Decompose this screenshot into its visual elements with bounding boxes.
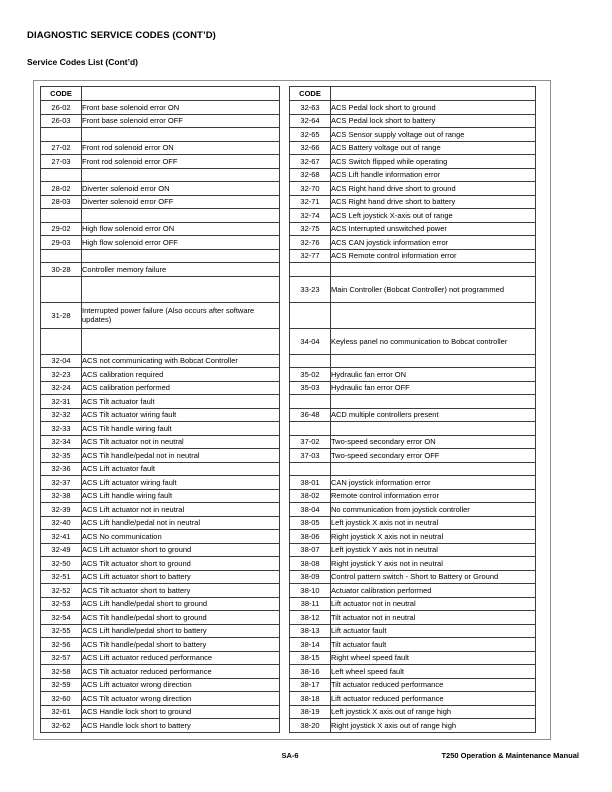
- description-cell: [82, 209, 280, 223]
- table-row: [41, 530, 280, 544]
- table-row: [290, 705, 536, 719]
- code-cell: 32-66: [290, 141, 331, 155]
- table-row: [41, 395, 280, 409]
- table-row-empty: [41, 128, 280, 142]
- description-cell: ACS Right hand drive short to ground: [331, 182, 536, 196]
- description-cell: ACS Tilt actuator short to ground: [82, 557, 280, 571]
- table-row: [41, 354, 280, 368]
- table-row: [290, 114, 536, 128]
- description-cell: ACS Pedal lock short to ground: [331, 101, 536, 115]
- code-cell: 31-28: [41, 302, 82, 328]
- table-row: [41, 182, 280, 196]
- code-cell: 32-53: [41, 597, 82, 611]
- code-cell: 32-41: [41, 530, 82, 544]
- table-row: [41, 381, 280, 395]
- table-row: [290, 624, 536, 638]
- table-row: [290, 182, 536, 196]
- code-cell: 32-51: [41, 570, 82, 584]
- service-codes-table-container: [33, 80, 551, 740]
- description-cell: ACS Tilt handle/pedal short to ground: [82, 611, 280, 625]
- table-row: [41, 236, 280, 250]
- description-cell: Main Controller (Bobcat Controller) not programmed: [331, 276, 536, 302]
- description-cell: Right joystick X axis not in neutral: [331, 530, 536, 544]
- description-cell: Lift actuator fault: [331, 624, 536, 638]
- table-row: [290, 408, 536, 422]
- table-row: [290, 168, 536, 182]
- description-cell: [82, 168, 280, 182]
- description-cell: ACS Lift actuator short to battery: [82, 570, 280, 584]
- code-cell: 32-24: [41, 381, 82, 395]
- code-cell: 32-23: [41, 368, 82, 382]
- code-cell: 32-50: [41, 557, 82, 571]
- code-cell: 33-23: [290, 276, 331, 302]
- description-cell: ACS Switch flipped while operating: [331, 155, 536, 169]
- table-row: [290, 368, 536, 382]
- table-row: [290, 719, 536, 733]
- table-row-empty: [290, 395, 536, 409]
- description-cell: ACS Pedal lock short to battery: [331, 114, 536, 128]
- table-row: [290, 516, 536, 530]
- description-cell: ACS Lift actuator wiring fault: [82, 476, 280, 490]
- table-row: [41, 222, 280, 236]
- code-cell: 27-02: [41, 141, 82, 155]
- description-cell: Diverter solenoid error OFF: [82, 195, 280, 209]
- description-cell: ACS Right hand drive short to battery: [331, 195, 536, 209]
- description-cell: Tilt actuator reduced performance: [331, 678, 536, 692]
- code-cell: [290, 263, 331, 277]
- code-cell: 28-02: [41, 182, 82, 196]
- description-cell: ACS Lift actuator short to ground: [82, 543, 280, 557]
- table-row: [290, 236, 536, 250]
- description-cell: ACS Interrupted unswitched power: [331, 222, 536, 236]
- code-cell: 38-04: [290, 503, 331, 517]
- description-cell: Hydraulic fan error OFF: [331, 381, 536, 395]
- description-cell: ACS Tilt handle/pedal not in neutral: [82, 449, 280, 463]
- header-row: [41, 87, 280, 101]
- table-row: [290, 503, 536, 517]
- description-cell: Tilt actuator not in neutral: [331, 611, 536, 625]
- table-row: [290, 665, 536, 679]
- code-cell: 26-03: [41, 114, 82, 128]
- description-cell: ACS Lift handle/pedal not in neutral: [82, 516, 280, 530]
- code-cell: 32-55: [41, 624, 82, 638]
- description-cell: Front rod solenoid error ON: [82, 141, 280, 155]
- description-cell: ACS calibration performed: [82, 381, 280, 395]
- table-row: [290, 489, 536, 503]
- section-subtitle: Service Codes List (Cont’d): [27, 57, 138, 67]
- description-cell: Lift actuator not in neutral: [331, 597, 536, 611]
- code-cell: 32-60: [41, 692, 82, 706]
- code-cell: 32-59: [41, 678, 82, 692]
- table-row-empty: [290, 422, 536, 436]
- description-cell: ACS Lift handle wiring fault: [82, 489, 280, 503]
- description-cell: ACS Handle lock short to battery: [82, 719, 280, 733]
- table-row: [41, 449, 280, 463]
- code-cell: 32-74: [290, 209, 331, 223]
- code-cell: 38-16: [290, 665, 331, 679]
- description-cell: Right wheel speed fault: [331, 651, 536, 665]
- table-row: [41, 435, 280, 449]
- table-row: [290, 155, 536, 169]
- table-row: [290, 651, 536, 665]
- table-row: [41, 611, 280, 625]
- table-row: [41, 195, 280, 209]
- code-column-header: CODE: [290, 87, 331, 101]
- code-cell: 28-03: [41, 195, 82, 209]
- code-cell: 32-57: [41, 651, 82, 665]
- table-row: [290, 557, 536, 571]
- code-cell: 32-49: [41, 543, 82, 557]
- table-row: [41, 516, 280, 530]
- table-row: [41, 543, 280, 557]
- code-cell: 32-62: [41, 719, 82, 733]
- table-row: [41, 408, 280, 422]
- description-cell: Controller memory failure: [82, 263, 280, 277]
- table-row: [41, 692, 280, 706]
- code-cell: 32-38: [41, 489, 82, 503]
- code-cell: 32-65: [290, 128, 331, 142]
- description-cell: CAN joystick information error: [331, 476, 536, 490]
- code-cell: 38-12: [290, 611, 331, 625]
- table-row: [41, 678, 280, 692]
- description-cell: [82, 276, 280, 302]
- description-cell: ACD multiple controllers present: [331, 408, 536, 422]
- table-row: [290, 222, 536, 236]
- table-row-empty: [290, 462, 536, 476]
- table-row: [41, 705, 280, 719]
- code-cell: 26-02: [41, 101, 82, 115]
- code-cell: 30-28: [41, 263, 82, 277]
- description-cell: ACS CAN joystick information error: [331, 236, 536, 250]
- code-cell: 32-52: [41, 584, 82, 598]
- code-cell: [290, 302, 331, 328]
- description-cell: Front base solenoid error OFF: [82, 114, 280, 128]
- table-row: [290, 584, 536, 598]
- code-cell: 38-02: [290, 489, 331, 503]
- table-row: [41, 263, 280, 277]
- table-row: [290, 195, 536, 209]
- description-cell: High flow solenoid error ON: [82, 222, 280, 236]
- description-cell: Keyless panel no communication to Bobcat controller: [331, 328, 536, 354]
- table-row: [41, 302, 280, 328]
- code-cell: 38-20: [290, 719, 331, 733]
- page-title: DIAGNOSTIC SERVICE CODES (CONT’D): [27, 30, 216, 41]
- description-cell: [82, 128, 280, 142]
- table-row: [290, 678, 536, 692]
- code-cell: 32-63: [290, 101, 331, 115]
- table-row: [41, 155, 280, 169]
- code-cell: 32-35: [41, 449, 82, 463]
- description-column-header: [331, 87, 536, 101]
- description-cell: ACS not communicating with Bobcat Controller: [82, 354, 280, 368]
- table-row: [41, 101, 280, 115]
- code-cell: 32-76: [290, 236, 331, 250]
- table-row: [290, 128, 536, 142]
- code-cell: 32-36: [41, 462, 82, 476]
- service-codes-table-right-body: [290, 101, 536, 733]
- table-row: [41, 422, 280, 436]
- description-cell: Interrupted power failure (Also occurs after software updates): [82, 302, 280, 328]
- code-cell: 38-08: [290, 557, 331, 571]
- description-cell: Actuator calibration performed: [331, 584, 536, 598]
- table-row: [41, 665, 280, 679]
- description-cell: Two-speed secondary error OFF: [331, 449, 536, 463]
- code-cell: 35-02: [290, 368, 331, 382]
- service-codes-table-right: [289, 86, 536, 733]
- code-cell: 32-75: [290, 222, 331, 236]
- table-row-empty: [290, 263, 536, 277]
- table-row: [41, 368, 280, 382]
- description-cell: ACS Lift actuator reduced performance: [82, 651, 280, 665]
- code-cell: 32-58: [41, 665, 82, 679]
- code-cell: [290, 395, 331, 409]
- table-row: [290, 381, 536, 395]
- table-row: [290, 209, 536, 223]
- description-cell: ACS Tilt actuator wrong direction: [82, 692, 280, 706]
- code-cell: 32-40: [41, 516, 82, 530]
- description-cell: Control pattern switch - Short to Battery or Ground: [331, 570, 536, 584]
- description-cell: Right joystick Y axis not in neutral: [331, 557, 536, 571]
- code-cell: 32-34: [41, 435, 82, 449]
- code-cell: 32-04: [41, 354, 82, 368]
- description-cell: ACS Tilt actuator fault: [82, 395, 280, 409]
- code-cell: [290, 354, 331, 368]
- description-cell: No communication from joystick controller: [331, 503, 536, 517]
- description-cell: ACS Tilt handle/pedal short to battery: [82, 638, 280, 652]
- service-codes-table-left: [40, 86, 280, 733]
- description-cell: Tilt actuator fault: [331, 638, 536, 652]
- footer-manual-title: T250 Operation & Maintenance Manual: [441, 751, 579, 760]
- code-cell: [41, 128, 82, 142]
- description-cell: Left joystick X axis out of range high: [331, 705, 536, 719]
- code-cell: [41, 168, 82, 182]
- description-cell: ACS Tilt actuator not in neutral: [82, 435, 280, 449]
- description-cell: ACS Lift actuator not in neutral: [82, 503, 280, 517]
- code-cell: 38-01: [290, 476, 331, 490]
- code-cell: 38-18: [290, 692, 331, 706]
- description-cell: Hydraulic fan error ON: [331, 368, 536, 382]
- code-cell: 38-19: [290, 705, 331, 719]
- code-cell: [290, 462, 331, 476]
- description-cell: [331, 354, 536, 368]
- code-cell: 32-31: [41, 395, 82, 409]
- table-header-left: [41, 87, 280, 101]
- code-cell: [41, 249, 82, 263]
- service-codes-table-left-body: [41, 101, 280, 733]
- code-cell: 32-64: [290, 114, 331, 128]
- table-row-empty: [290, 302, 536, 328]
- table-row: [41, 557, 280, 571]
- table-row-empty: [290, 354, 536, 368]
- description-cell: ACS Battery voltage out of range: [331, 141, 536, 155]
- table-row: [290, 101, 536, 115]
- description-cell: ACS Lift handle/pedal short to ground: [82, 597, 280, 611]
- description-cell: Lift actuator reduced performance: [331, 692, 536, 706]
- table-row: [290, 611, 536, 625]
- description-cell: ACS calibration required: [82, 368, 280, 382]
- code-cell: 38-10: [290, 584, 331, 598]
- description-cell: Right joystick X axis out of range high: [331, 719, 536, 733]
- table-row: [41, 624, 280, 638]
- table-row: [290, 328, 536, 354]
- table-row: [290, 435, 536, 449]
- table-row: [290, 141, 536, 155]
- code-cell: 37-02: [290, 435, 331, 449]
- code-cell: 29-03: [41, 236, 82, 250]
- table-row: [290, 276, 536, 302]
- description-cell: [331, 422, 536, 436]
- table-row: [290, 638, 536, 652]
- description-cell: [331, 302, 536, 328]
- description-cell: [331, 395, 536, 409]
- code-cell: 32-71: [290, 195, 331, 209]
- code-cell: 38-09: [290, 570, 331, 584]
- header-row: [290, 87, 536, 101]
- table-row-empty: [41, 209, 280, 223]
- description-column-header: [82, 87, 280, 101]
- table-row: [41, 462, 280, 476]
- code-cell: 32-33: [41, 422, 82, 436]
- table-row-empty: [41, 276, 280, 302]
- description-cell: Left joystick Y axis not in neutral: [331, 543, 536, 557]
- code-cell: 32-70: [290, 182, 331, 196]
- code-cell: [41, 328, 82, 354]
- code-cell: 35-03: [290, 381, 331, 395]
- description-cell: ACS Handle lock short to ground: [82, 705, 280, 719]
- table-row-empty: [41, 249, 280, 263]
- table-row: [290, 543, 536, 557]
- table-row: [290, 530, 536, 544]
- code-cell: 38-13: [290, 624, 331, 638]
- footer-page-number: SA-6: [281, 751, 299, 760]
- code-cell: 32-56: [41, 638, 82, 652]
- description-cell: High flow solenoid error OFF: [82, 236, 280, 250]
- description-cell: Two-speed secondary error ON: [331, 435, 536, 449]
- code-cell: 32-37: [41, 476, 82, 490]
- code-cell: 38-07: [290, 543, 331, 557]
- table-row: [290, 692, 536, 706]
- table-row: [290, 249, 536, 263]
- code-cell: 36-48: [290, 408, 331, 422]
- code-cell: [41, 209, 82, 223]
- code-cell: 32-68: [290, 168, 331, 182]
- description-cell: Left wheel speed fault: [331, 665, 536, 679]
- description-cell: ACS Lift handle/pedal short to battery: [82, 624, 280, 638]
- description-cell: Remote control information error: [331, 489, 536, 503]
- table-row: [290, 597, 536, 611]
- code-cell: 27-03: [41, 155, 82, 169]
- description-cell: [331, 263, 536, 277]
- code-cell: 38-05: [290, 516, 331, 530]
- code-cell: 38-14: [290, 638, 331, 652]
- code-cell: 32-39: [41, 503, 82, 517]
- table-row: [290, 476, 536, 490]
- description-cell: ACS Left joystick X-axis out of range: [331, 209, 536, 223]
- description-cell: Front rod solenoid error OFF: [82, 155, 280, 169]
- table-row: [41, 141, 280, 155]
- code-cell: 38-11: [290, 597, 331, 611]
- code-cell: 34-04: [290, 328, 331, 354]
- description-cell: ACS Remote control information error: [331, 249, 536, 263]
- code-cell: 37-03: [290, 449, 331, 463]
- table-row: [41, 651, 280, 665]
- table-row: [41, 570, 280, 584]
- code-cell: 38-06: [290, 530, 331, 544]
- table-row: [41, 489, 280, 503]
- table-row-empty: [41, 328, 280, 354]
- description-cell: Diverter solenoid error ON: [82, 182, 280, 196]
- table-row: [290, 449, 536, 463]
- code-cell: 38-17: [290, 678, 331, 692]
- code-cell: 29-02: [41, 222, 82, 236]
- code-cell: [41, 276, 82, 302]
- description-cell: Front base solenoid error ON: [82, 101, 280, 115]
- description-cell: ACS Sensor supply voltage out of range: [331, 128, 536, 142]
- table-row: [290, 570, 536, 584]
- table-row-empty: [41, 168, 280, 182]
- table-row: [41, 114, 280, 128]
- description-cell: ACS Lift actuator wrong direction: [82, 678, 280, 692]
- code-cell: 38-15: [290, 651, 331, 665]
- table-row: [41, 719, 280, 733]
- description-cell: ACS Lift actuator fault: [82, 462, 280, 476]
- table-row: [41, 597, 280, 611]
- code-cell: 32-67: [290, 155, 331, 169]
- code-cell: [290, 422, 331, 436]
- code-cell: 32-77: [290, 249, 331, 263]
- code-column-header: CODE: [41, 87, 82, 101]
- table-row: [41, 584, 280, 598]
- description-cell: [82, 328, 280, 354]
- description-cell: ACS Tilt actuator short to battery: [82, 584, 280, 598]
- code-cell: 32-32: [41, 408, 82, 422]
- description-cell: ACS Tilt handle wiring fault: [82, 422, 280, 436]
- code-cell: 32-54: [41, 611, 82, 625]
- code-cell: 32-61: [41, 705, 82, 719]
- description-cell: ACS Tilt actuator wiring fault: [82, 408, 280, 422]
- description-cell: ACS Tilt actuator reduced performance: [82, 665, 280, 679]
- table-row: [41, 476, 280, 490]
- table-header-right: [290, 87, 536, 101]
- table-row: [41, 503, 280, 517]
- description-cell: Left joystick X axis not in neutral: [331, 516, 536, 530]
- description-cell: [82, 249, 280, 263]
- description-cell: [331, 462, 536, 476]
- description-cell: ACS Lift handle information error: [331, 168, 536, 182]
- description-cell: ACS No communication: [82, 530, 280, 544]
- table-row: [41, 638, 280, 652]
